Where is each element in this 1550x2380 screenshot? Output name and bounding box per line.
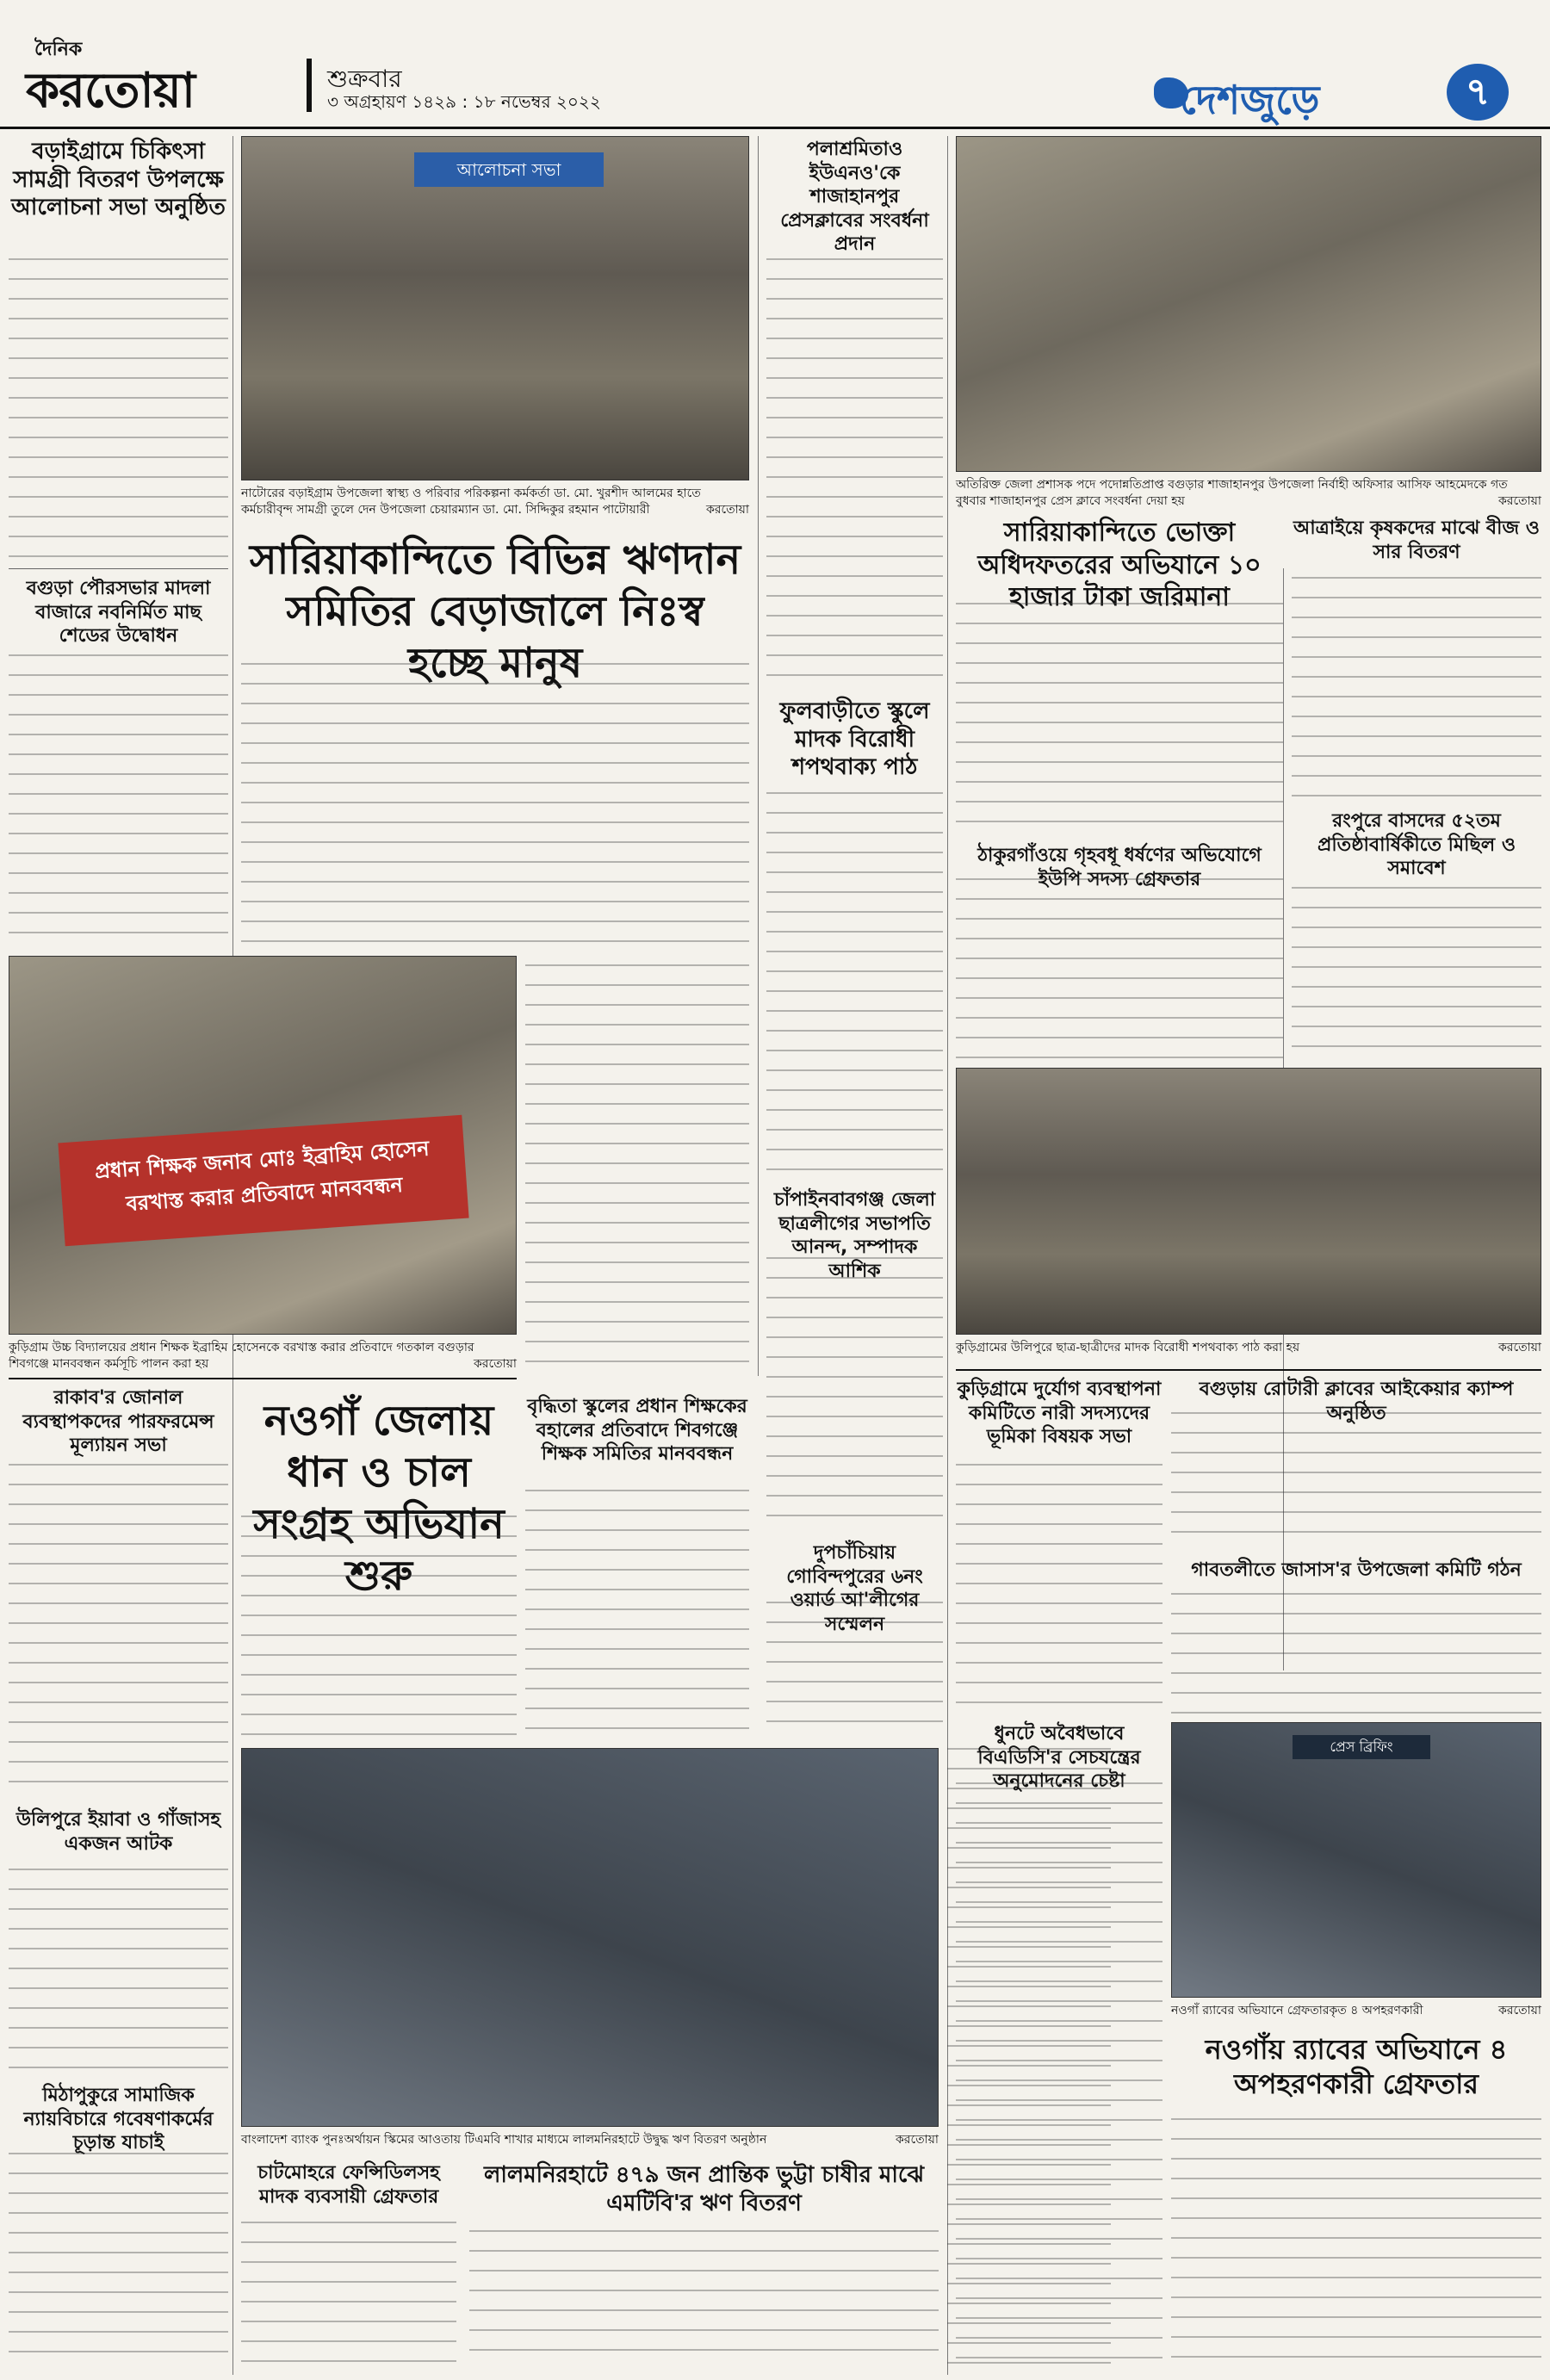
article-a13: [525, 1395, 749, 1466]
caption-source: করতোয়া: [896, 2133, 939, 2147]
caption-source: করতোয়া: [1498, 1341, 1541, 1354]
rab-banner: প্রেস ব্রিফিং: [1293, 1735, 1430, 1759]
headline: নওগাঁয় র‍্যাবের অভিযানে ৪ অপহরণকারী গ্রেফতার: [1205, 2033, 1508, 2100]
caption-text: বাংলাদেশ ব্যাংক পুনঃঅর্থায়ন স্কিমের আওতায় টিএমবি শাখার মাধ্যমে লালমনিরহাটে উদ্বুদ্ধ ঋণ বিতরণ অনুষ্ঠান: [241, 2133, 767, 2147]
photo-caption: [241, 486, 749, 518]
masthead-divider: [307, 59, 312, 112]
article-a9: [469, 2161, 939, 2217]
article-body: [1171, 1412, 1541, 1550]
headline: ধুনটে অবৈধভাবে বিএডিসি'র সেচযন্ত্রের অনুমোদনের চেষ্টা: [977, 1723, 1141, 1792]
article-a2: [9, 577, 228, 648]
headline: আত্রাইয়ে কৃষকদের মাঝে বীজ ও সার বিতরণ: [1293, 518, 1540, 563]
headline: নওগাঁ জেলায় ধান ও চাল সংগ্রহ অভিযান শুরু: [253, 1397, 505, 1600]
article-a8: [241, 2161, 456, 2209]
caption-text: কুড়িগ্রামের উলিপুরে ছাত্র-ছাত্রীদের মাদক বিরোধী শপথবাক্য পাঠ করা হয়: [956, 1341, 1300, 1354]
headline: পলাশ্রমিতাও ইউএনও'কে শাজাহানপুর প্রেসক্লাবের সংবর্ধনা প্রদান: [780, 139, 929, 255]
issue-date: ৩ অগ্রহায়ণ ১৪২৯ : ১৮ নভেম্বর ২০২২: [327, 91, 601, 112]
article-a17: [956, 1378, 1162, 1449]
photo-caption: [956, 1340, 1541, 1356]
headline: রাকাব'র জোনাল ব্যবস্থাপকদের পারফরমেন্স মূল্যায়ন সভা: [22, 1387, 214, 1456]
headline: ফুলবাড়ীতে স্কুলে মাদক বিরোধী শপথবাক্য পাঠ: [779, 698, 930, 780]
article-a20: [1292, 809, 1541, 881]
article-body: [956, 1464, 1162, 1714]
article-body: [766, 1602, 943, 1739]
article-body: [9, 1869, 228, 2075]
article-a22: [1171, 1559, 1541, 1583]
newspaper-tagline: দৈনিক: [34, 39, 83, 60]
article-body: [766, 792, 943, 1171]
article-a19: [1292, 517, 1541, 564]
article-body: [9, 654, 228, 947]
photo-caption: [1171, 2003, 1541, 2019]
caption-text: অতিরিক্ত জেলা প্রশাসক পদে পদোন্নতিপ্রাপ্ত বগুড়ার শাজাহানপুর উপজেলা নির্বাহী অফিসার আসিফ আহমেদকে গত বুধবার শাজাহানপুর প্রেস ক্লাবে সংবর্ধনা দেয়া হয়: [956, 478, 1508, 508]
article-body: [241, 663, 749, 956]
article-a4: [9, 1808, 228, 1856]
caption-text: কুড়িগ্রাম উচ্চ বিদ্যালয়ের প্রধান শিক্ষক ইব্রাহিম হোসেনকে বরখাস্ত করার প্রতিবাদে গতকাল বগুড়ার শিবগঞ্জে মানববন্ধন কর্মসূচি পালন করা হয়: [9, 1341, 474, 1371]
divider: [9, 1378, 517, 1379]
article-body: [766, 258, 943, 680]
seminar-photo: [241, 136, 749, 480]
article-body: [525, 964, 749, 1378]
headline: বৃদ্ধিতা স্কুলের প্রধান শিক্ষকের বহালের প্রতিবাদে শিবগঞ্জে শিক্ষক সমিতির মানববন্ধন: [527, 1396, 747, 1465]
article-a10: [766, 138, 943, 257]
article-body: [1171, 2118, 1541, 2368]
article-a23: [1171, 2032, 1541, 2101]
article-body: [525, 1490, 749, 1739]
headline: রংপুরে বাসদের ৫২তম প্রতিষ্ঠাবার্ষিকীতে মিছিল ও সমাবেশ: [1317, 810, 1516, 879]
article-a11: [766, 697, 943, 782]
headline: ঠাকুরগাঁওয়ে গৃহবধূ ধর্ষণের অভিযোগে ইউপি সদস্য গ্রেফতার: [977, 845, 1262, 890]
article-body: [956, 878, 1283, 1059]
article-a1: [9, 138, 228, 222]
reception-photo: [956, 136, 1541, 472]
article-body: [1292, 887, 1541, 1059]
page-number: ৭: [1447, 64, 1509, 121]
photo-caption: [9, 1340, 517, 1373]
article-a5: [9, 2084, 228, 2155]
issue-day: শুক্রবার: [327, 65, 402, 93]
article-a15: [956, 517, 1283, 614]
headline: লালমনিরহাটে ৪৭৯ জন প্রান্তিক ভুট্টা চাষীর মাঝে এমটিবি'র ঋণ বিতরণ: [483, 2162, 925, 2216]
article-body: [241, 2222, 456, 2368]
headline: বগুড়া পৌরসভার মাদলা বাজারে নবনির্মিত মাছ শেডের উদ্বোধন: [26, 578, 211, 647]
headline: মিঠাপুকুরে সামাজিক ন্যায়বিচারে গবেষণাকর্মের চূড়ান্ত যাচাই: [23, 2085, 214, 2154]
article-body: [956, 603, 1283, 835]
divider: [956, 1369, 1541, 1371]
headline: বড়াইগ্রামে চিকিৎসা সামগ্রী বিতরণ উপলক্ষে আলোচনা সভা অনুষ্ঠিত: [11, 139, 226, 220]
column-divider: [758, 136, 759, 1376]
article-body: [9, 258, 228, 560]
caption-source: করতোয়া: [474, 1356, 517, 1371]
headline: বগুড়ায় রোটারী ক্লাবের আইকেয়ার ক্যাম্প অনুষ্ঠিত: [1199, 1379, 1514, 1424]
article-body: [9, 2153, 228, 2368]
caption-source: করতোয়া: [1498, 493, 1541, 508]
headline: গাবতলীতে জাসাস'র উপজেলা কমিটি গঠন: [1191, 1559, 1522, 1581]
oath-photo: [956, 1068, 1541, 1335]
article-body: [241, 1515, 517, 1739]
headline: সারিয়াকান্দিতে ভোক্তা অধিদফতরের অভিযানে ১০ হাজার টাকা জরিমানা: [977, 518, 1262, 612]
rab-photo: [1171, 1722, 1541, 1998]
photo-caption: [241, 2132, 939, 2148]
headline: কুড়িগ্রামে দুর্যোগ ব্যবস্থাপনা কমিটিতে নারী সদস্যদের ভূমিকা বিষয়ক সভা: [957, 1379, 1162, 1447]
newspaper-name: করতোয়া: [26, 63, 195, 119]
caption-source: করতোয়া: [706, 502, 749, 517]
article-a3: [9, 1386, 228, 1458]
article-body: [9, 1464, 228, 1800]
article-body: [956, 1782, 1162, 2368]
headline: চাটমোহরে ফেন্সিডিলসহ মাদক ব্যবসায়ী গ্রেফতার: [257, 2162, 440, 2208]
protest-banner: প্রধান শিক্ষক জনাব মোঃ ইব্রাহিম হোসেন বরখাস্ত করার প্রতিবাদে মানববন্ধন: [58, 1115, 468, 1246]
headline: উলিপুরে ইয়াবা ও গাঁজাসহ একজন আটক: [16, 1809, 221, 1855]
article-body: [1292, 577, 1541, 801]
crowd-photo: [241, 1748, 939, 2127]
divider: [9, 568, 228, 569]
photo-caption: [956, 477, 1541, 510]
seminar-banner: আলোচনা সভা: [414, 152, 604, 187]
caption-source: করতোয়া: [1498, 2004, 1541, 2017]
headline: সারিয়াকান্দিতে বিভিন্ন ঋণদান সমিতির বেড়াজালে নিঃস্ব হচ্ছে মানুষ: [249, 536, 741, 687]
section-title: দেশজুড়ে: [1180, 77, 1320, 123]
protest-photo: [9, 956, 517, 1335]
masthead: [0, 0, 1550, 129]
headline: চাঁপাইনবাবগঞ্জ জেলা ছাত্রলীগের সভাপতি আনন্দ, সম্পাদক আশিক: [773, 1189, 936, 1282]
headline: দুপচাঁচিয়ায় গোবিন্দপুরের ৬নং ওয়ার্ড আ'লীগের সম্মেলন: [786, 1542, 923, 1635]
article-body: [469, 2230, 939, 2368]
article-body: [766, 1257, 943, 1533]
caption-text: নাটোরের বড়াইগ্রাম উপজেলা স্বাস্থ্য ও পরিবার পরিকল্পনা কর্মকর্তা ডা. মো. খুরশীদ আলমের হাতে কর্মচারীবৃন্দ সামগ্রী তুলে দেন উপজেলা চেয়ারম্যান ডা. মো. সিদ্দিকুর রহমান পাটোয়ারী: [241, 487, 701, 517]
caption-text: নওগাঁ র‍্যাবের অভিযানে গ্রেফতারকৃত ৪ অপহরণকারী: [1171, 2004, 1423, 2017]
article-body: [1171, 1593, 1541, 1714]
